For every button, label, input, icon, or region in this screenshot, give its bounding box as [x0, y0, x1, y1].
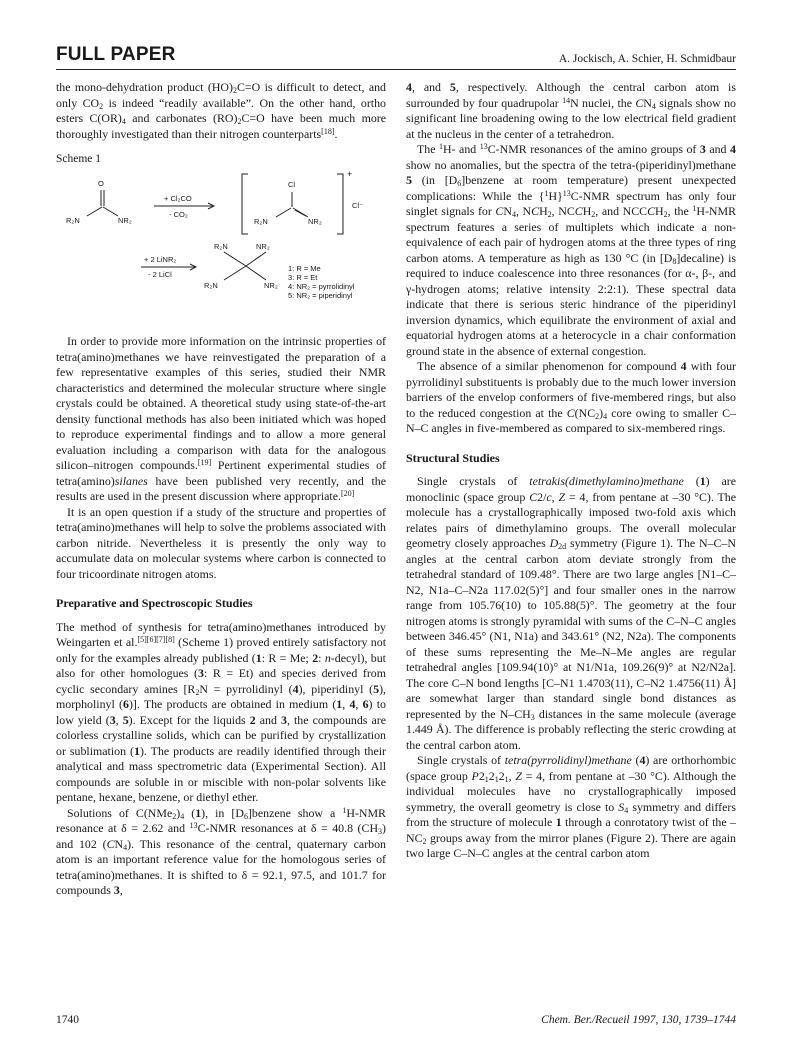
section-heading: Structural Studies	[406, 450, 500, 465]
journal-citation: Chem. Ber./Recueil 1997, 130, 1739–1744	[541, 1014, 736, 1026]
paragraph: In order to provide more information on the intrinsic properties of tetra(amino)methanes we have reinvestigated the preparation of a few representative examples of this series, studied their NMR characteristics and determined the molecular structure where single crystals could be obtained. A theoretical study using state-of-the-art density functional methods has also been initiated which was hoped to reproduce experimental findings and to allow a more general evaluation including a comparison with data for the analogous silicon–nitrogen compounds.[19] Pertinent experimental studies of tetra(amino)silanes have been published very recently, and the results are used in the present discussion where appropriate.[20]	[56, 334, 386, 503]
r2n-label: R₂N	[204, 281, 218, 290]
right-column	[406, 80, 736, 862]
running-authors: A. Jockisch, A. Schier, H. Schmidbaur	[558, 53, 736, 65]
paragraph: Single crystals of tetra(pyrrolidinyl)methane (4) are orthorhombic (space group $P2_12_12_1$, Z = 4, from pentane at –30 °C). Although the individual molecules have no crystallographically imposed symmetry, the overall geometry is close to $S_4$ symmetry and differs from the structure of molecule 1 through a conrotatory twist of the $-NC_2$ groups away from the mirror planes (Figure 2). There are again two large C–N–C angles at the central carbon atom	[406, 753, 736, 860]
reagent-licl: - 2 LiCl	[148, 270, 172, 279]
paragraph: It is an open question if a study of the structure and properties of tetra(amino)methanes will help to solve the problems associated with carbon nitride. Nevertheless it is presently the only way to accumulate data on molecular systems where carbon is connected to four tricoordinate nitrogen atoms.	[56, 504, 386, 581]
paragraph: The absence of a similar phenomenon for compound 4 with four pyrrolidinyl substituents is probably due to the much lower inversion barriers of the envelop conformers of five-membered rings, but also to the reduced congestion at the $C(NC_2)_4$ core owing to smaller C–N–C angles in five-membered as compared to six-membered rings.	[406, 359, 736, 435]
paragraph: 4, and 5, respectively. Although the central carbon atom is surrounded by four quadrupolar $^{14}$N nuclei, the $CN_4$ signals show no significant line broadening owing to the low electrical field gradient at the nucleus in the center of a tetrahedron.	[406, 80, 736, 141]
oxygen-label: O	[98, 179, 104, 188]
r2n-label: R₂N	[214, 242, 228, 251]
scheme-1	[56, 152, 386, 322]
nr2-label: NR₂	[256, 242, 270, 251]
article-type: FULL PAPER	[56, 44, 176, 65]
nr2-label: NR₂	[308, 217, 322, 226]
paragraph: The method of synthesis for tetra(amino)methanes introduced by Weingarten et al.[5][6][7][8] (Scheme 1) proved entirely satisfactory not only for the examples already published (1: R = Me; 2: n-decyl), but also for other homologues (3: R = Et) and species derived from cyclic secondary amines [$R_2N$ = pyrrolidinyl (4), piperidinyl (5), morpholinyl (6)]. The products are obtained in medium (1, 4, 6) to low yield (3, 5). Except for the liquids 2 and 3, the compounds are colorless crystalline solids, which can be purified by crystallization or sublimation (1). The products are readily identified through their analytical and mass spectrometric data (Experimental Section). All compounds are soluble in or miscible with non-polar solvents like pentane, hexane, benzene, or diethyl ether.	[56, 619, 387, 804]
chloride-label: Cl⁻	[352, 201, 364, 210]
compound-legend-5: 5: NR₂ = piperidinyl	[288, 291, 353, 300]
paragraph: Single crystals of tetrakis(dimethylamino)methane (1) are monoclinic (space group C2/c, Z = 4, from pentane at –30 °C). The molecule has a crystallographically imposed two-fold axis which relates pairs of dimethylamino groups. The overall molecular geometry closely approaches $D_{2d}$ symmetry (Figure 1). The N–C–N angles at the central carbon atom deviate strongly from the tetrahedral standard of 109.48°. There are two large angles [N1–C–N2, N1a–C–N2a 117.02(5)°] and four smaller ones in the narrow range from 105.76(10) to 105.88(5)°. The geometry at the four nitrogen atoms is strongly pyramidal with sums of the C–N–C angles between 346.45° (N1, N1a) and 343.61° (N2, N2a). The components of these sums representing the Me–N–Me angles are regular tetrahedral angles [109.94(10)° at N1/N1a, 109.26(9)° at N2/N2a]. The core C–N bond lengths [C–N1 1.4703(11), C–N2 1.4756(11) Å] are somewhat larger than standard single bond distances as represented by the $N-CH_3$ distances in the same molecule (average 1.449 Å). The difference is probably reflecting the steric crowding at the central carbon atom.	[406, 474, 737, 752]
nr2-label: NR₂	[118, 216, 132, 225]
reagent-linr2: + 2 LiNR₂	[144, 255, 177, 264]
section-heading: Preparative and Spectroscopic Studies	[56, 596, 253, 610]
cation-charge: +	[347, 169, 353, 179]
r2n-label: R₂N	[254, 217, 268, 226]
chloro-label: Cl	[288, 180, 296, 189]
compound-legend-3: 3: R = Et	[288, 273, 318, 282]
paragraph: The $^1$H- and $^{13}$C-NMR resonances of the amino groups of 3 and 4 show no anomalies, but the spectra of the tetra-(piperidinyl)methane 5 (in $[D_6]benzene$ at room temperature) present unexpected complications: While the $\{^1H\}^{13}C$-NMR spectrum has only four singlet signals for $CN_4$, $NCH_2$, $NCCH_2$, and $NCCCH_2$, the $^1$H-NMR spectrum features a series of multiplets which indicate a non-equivalence of each pair of hydrogen atoms at the three types of ring carbon atoms. A temperature as high as 130 °C (in $[D_8]decaline$) is required to induce coalescence into three resonances (for α-, β-, and γ-hydrogen atoms; relative intensity 2:2:1). These spectral data indicate that there is serious steric hindrance of the piperidinyl inversion dynamics, which equilibrate the environment of axial and equatorial hydrogen atoms at a heterocycle in a chair conformation ground state in the absence of external congestion.	[406, 142, 737, 358]
page-header	[56, 42, 736, 70]
r2n-label: R₂N	[66, 216, 80, 225]
reagent-co2: - CO₂	[169, 210, 188, 219]
reagent-phosgene: + Cl₂CO	[164, 194, 192, 203]
scheme-label: Scheme 1	[56, 153, 102, 165]
compound-legend-1: 1: R = Me	[288, 264, 321, 273]
paragraph: the mono-dehydration product $(HO)_2C=O$ is difficult to detect, and only $CO_2$ is indeed “readily available”. On the other hand, ortho esters $C(OR)_4$ and carbonates $(RO)_2C=O$ have been much more thoroughly investigated than their nitrogen counterparts[18].	[56, 80, 386, 141]
nr2-label: NR₂	[264, 281, 278, 290]
page-number: 1740	[56, 1014, 79, 1026]
left-column	[56, 80, 386, 899]
compound-legend-4: 4: NR₂ = pyrrolidinyl	[288, 282, 355, 291]
paragraph: Solutions of $C(NMe_2)_4$ (1), in $[D_6]benzene$ show a $^1$H-NMR resonance at δ = 2.62 and $^{13}$C-NMR resonances at δ = 40.8 $(CH_3)$ and 102 $(CN_4)$. This resonance of the central, quaternary carbon atom is an important reference value for the homologous series of tetra(amino)methanes. It is shifted to δ = 92.1, 97.5, and 101.7 for compounds 3,	[56, 805, 386, 897]
